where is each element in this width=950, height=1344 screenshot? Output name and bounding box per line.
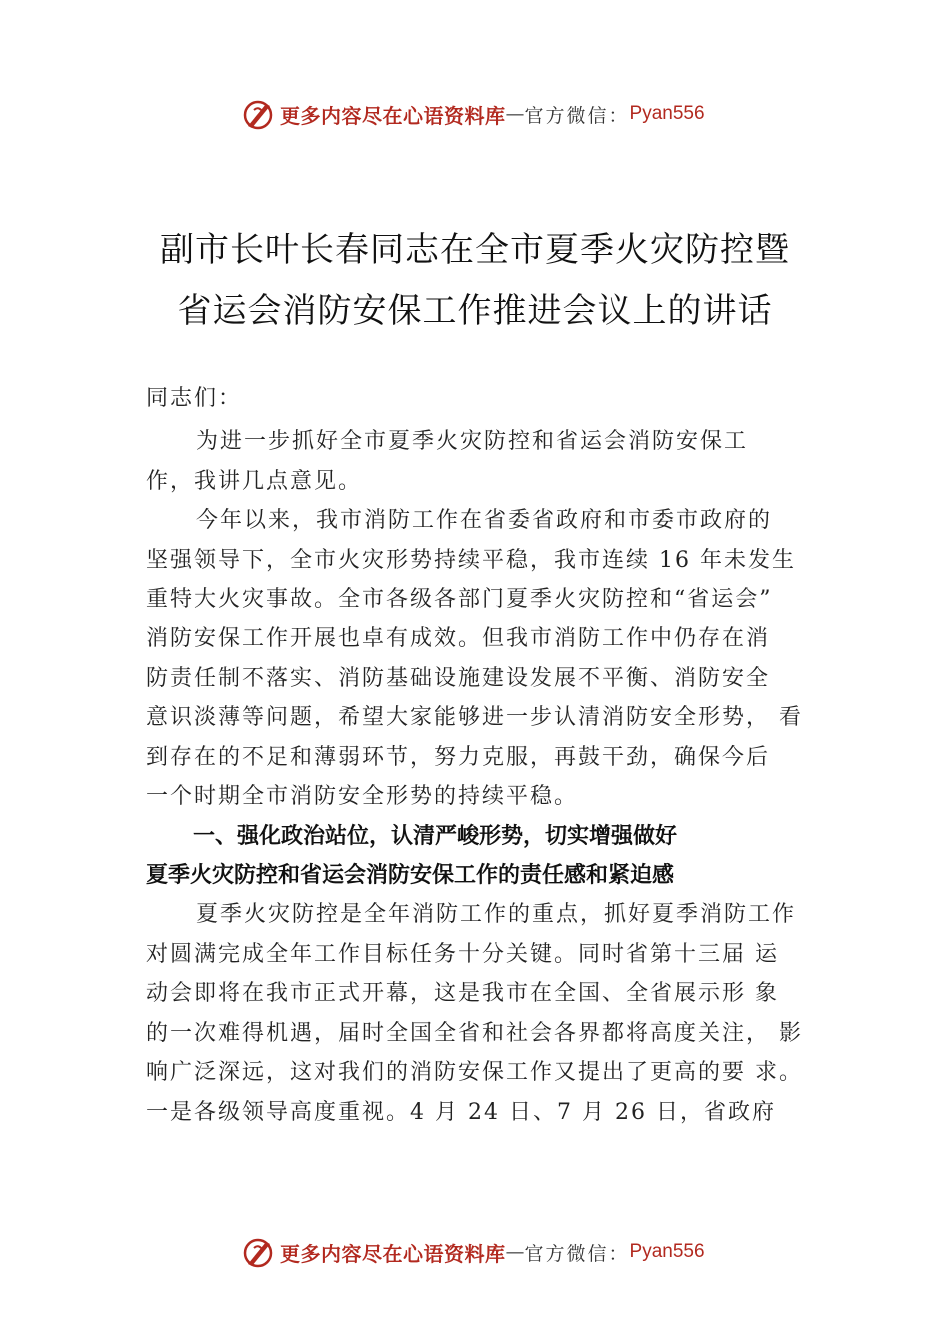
paragraph-2-line: 意识淡薄等问题，希望大家能够进一步认清消防安全形势， 看 (146, 705, 803, 730)
banner-text: 更多内容尽在心语资料库 (280, 1241, 506, 1266)
document-title-line-2: 省运会消防安保工作推进会议上的讲话 (177, 291, 773, 331)
paragraph-2-line: 重特大火灾事故。全市各级各部门夏季火灾防控和“省运会” (146, 587, 773, 612)
paragraph-3-line: 一是各级领导高度重视。4 月 24 日、7 月 26 日，省政府 (146, 1100, 776, 1125)
paragraph-2-line: 坚强领导下，全市火灾形势持续平稳，我市连续 16 年未发生 (146, 548, 796, 573)
banner-separator: — (505, 1241, 525, 1263)
banner-wechat-id: Pyan556 (629, 103, 705, 124)
ink-pen-logo-icon (240, 1234, 276, 1270)
paragraph-2-line: 消防安保工作开展也卓有成效。但我市消防工作中仍存在消 (146, 626, 771, 651)
salutation: 同志们： (146, 386, 243, 411)
paragraph-3-line: 的一次难得机遇，届时全国全省和社会各界都将高度关注， 影 (146, 1021, 803, 1046)
document-title-line-1: 副市长叶长春同志在全市夏季火灾防控暨 (160, 230, 790, 270)
banner-wechat-id: Pyan556 (629, 1241, 705, 1262)
banner-label: 官方微信： (524, 104, 630, 127)
footer-banner (240, 1232, 705, 1272)
paragraph-2-line: 到存在的不足和薄弱环节，努力克服，再鼓干劲，确保今后 (146, 745, 771, 770)
banner-text: 更多内容尽在心语资料库 (280, 103, 506, 128)
paragraph-1-line: 作，我讲几点意见。 (146, 469, 363, 494)
paragraph-2-line: 一个时期全市消防安全形势的持续平稳。 (146, 784, 579, 809)
section-heading-line-2: 夏季火灾防控和省运会消防安保工作的责任感和紧迫感 (146, 863, 675, 888)
header-banner (240, 94, 705, 134)
paragraph-3-line: 对圆满完成全年工作目标任务十分关键。同时省第十三届 运 (146, 942, 779, 967)
banner-separator: — (505, 103, 525, 125)
paragraph-2-line: 防责任制不落实、消防基础设施建设发展不平衡、消防安全 (146, 666, 771, 691)
paragraph-3-line: 动会即将在我市正式开幕，这是我市在全国、全省展示形 象 (146, 981, 779, 1006)
ink-pen-logo-icon (240, 96, 276, 132)
banner-label: 官方微信： (524, 1242, 630, 1265)
paragraph-3-line: 夏季火灾防控是全年消防工作的重点，抓好夏季消防工作 (196, 902, 797, 927)
paragraph-1-line: 为进一步抓好全市夏季火灾防控和省运会消防安保工 (196, 429, 749, 454)
paragraph-3-line: 响广泛深远，这对我们的消防安保工作又提出了更高的要 求。 (146, 1060, 803, 1085)
paragraph-2-line: 今年以来，我市消防工作在省委省政府和市委市政府的 (196, 508, 773, 533)
section-heading-line-1: 一、强化政治站位，认清严峻形势，切实增强做好 (193, 824, 678, 849)
